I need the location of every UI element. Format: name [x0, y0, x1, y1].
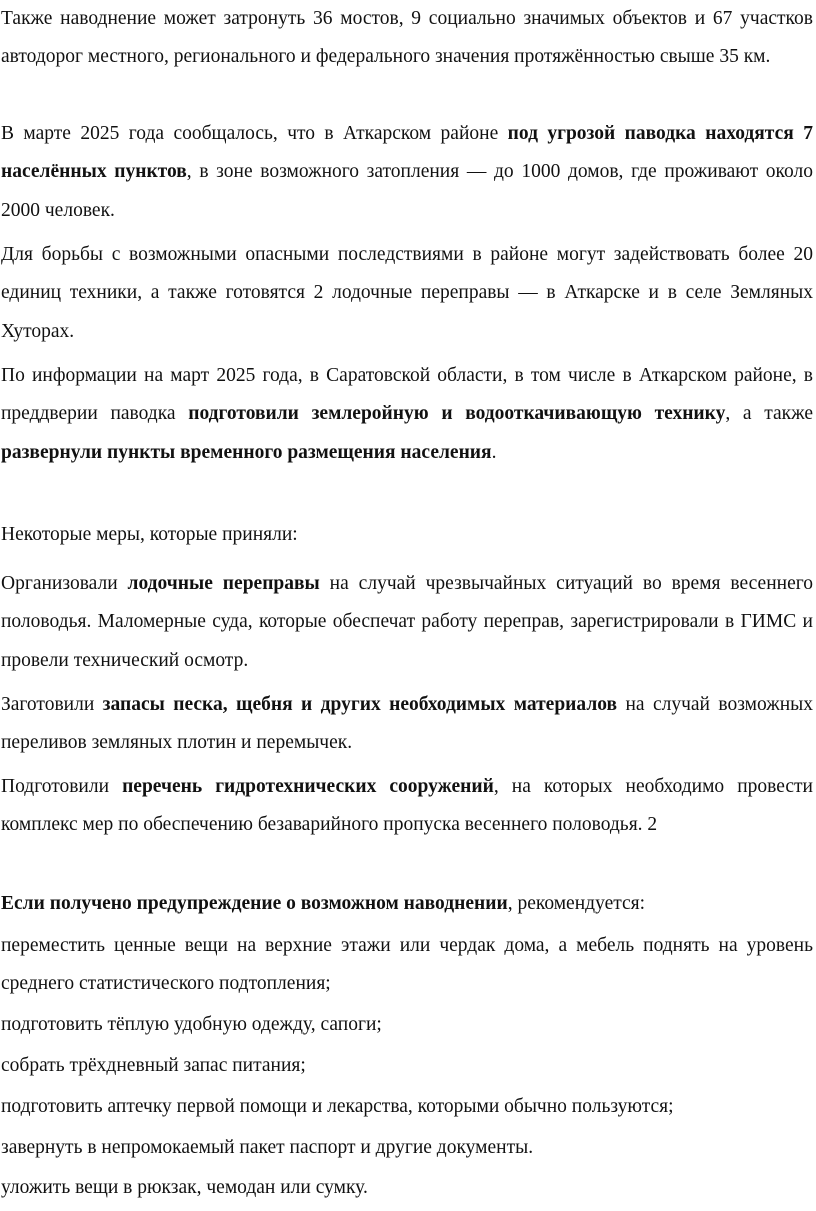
text-segment: .: [491, 441, 497, 463]
text-segment: По информации на март 2025 года, в Саратовской области, в том числе в Аткарском районе, в преддверии паводка: [1, 365, 813, 425]
text-segment: , в зоне возможного затопления — до 1000 домов, где проживают около 2000 человек.: [1, 161, 813, 221]
text-segment: подготовить тёплую удобную одежду, сапоги;: [1, 1014, 382, 1035]
recommendation-move-valuables: [1, 927, 813, 1004]
text-segment: Для борьбы с возможными опасными последствиями в районе могут задействовать более 20 единиц техники, а также готовятся 2 лодочные переправы — в Аткарске и в селе Земляных Хуторах.: [1, 244, 813, 342]
text-segment: Подготовили: [1, 776, 123, 797]
text-segment: Заготовили: [1, 694, 103, 715]
text-segment: Некоторые меры, которые приняли:: [1, 524, 298, 545]
text-segment: Также наводнение может затронуть 36 мостов, 9 социально значимых объектов и 67 участков автодорог местного, регионального и федерального значения протяжённостью свыше 35 км.: [1, 8, 813, 68]
bold-text-segment: перечень гидротехнических сооружений: [122, 776, 494, 797]
text-segment: завернуть в непромокаемый пакет паспорт и другие документы.: [1, 1137, 534, 1158]
text-segment: , а также: [725, 403, 813, 425]
text-segment: на случай чрезвычайных ситуаций во время весеннего половодья. Маломерные суда, которые обеспечат работу переправ, зарегистрировали в ГИМС и провели технический осмотр.: [1, 573, 813, 671]
text-segment: собрать трёхдневный запас питания;: [1, 1055, 306, 1076]
paragraph-atkarsk-threat: [1, 115, 813, 230]
bold-text-segment: лодочные переправы: [127, 573, 320, 594]
paragraph-boat-crossings: [1, 565, 813, 680]
paragraph-equipment: [1, 236, 813, 351]
paragraph-warning-heading: [1, 885, 813, 923]
text-segment: переместить ценные вещи на верхние этажи или чердак дома, а мебель поднять на уровень среднего статистического подтопления;: [1, 935, 813, 995]
text-segment: подготовить аптечку первой помощи и лекарства, которыми обычно пользуются;: [1, 1096, 674, 1117]
recommendation-pack-bag: [1, 1169, 813, 1207]
text-segment: В марте 2025 года сообщалось, что в Аткарском районе: [1, 123, 508, 144]
text-segment: на случай возможных переливов земляных плотин и перемычек.: [1, 694, 813, 754]
recommendation-clothing: [1, 1006, 813, 1044]
paragraph-material-stocks: [1, 686, 813, 763]
recommendation-documents: [1, 1129, 813, 1167]
text-segment: , рекомендуется:: [507, 893, 646, 914]
paragraph-flood-impact: [1, 0, 813, 77]
recommendation-first-aid: [1, 1088, 813, 1126]
text-segment: , на которых необходимо провести комплекс мер по обеспечению безаварийного пропуска весеннего половодья. 2: [1, 776, 813, 836]
paragraph-hydro-structures: [1, 768, 813, 845]
bold-text-segment: Если получено предупреждение о возможном наводнении: [1, 893, 508, 914]
paragraph-measures-intro: [1, 516, 813, 554]
bold-text-segment: развернули пункты временного размещения населения: [1, 441, 492, 463]
text-segment: уложить вещи в рюкзак, чемодан или сумку.: [1, 1177, 368, 1198]
bold-text-segment: запасы песка, щебня и других необходимых материалов: [102, 694, 618, 715]
bold-text-segment: под угрозой паводка находятся 7 населённых пунктов: [1, 123, 813, 183]
text-segment: Организовали: [1, 573, 128, 594]
recommendation-food: [1, 1047, 813, 1085]
paragraph-saratov-measures: [1, 357, 813, 472]
bold-text-segment: подготовили землеройную и водооткачивающую технику: [188, 403, 726, 425]
